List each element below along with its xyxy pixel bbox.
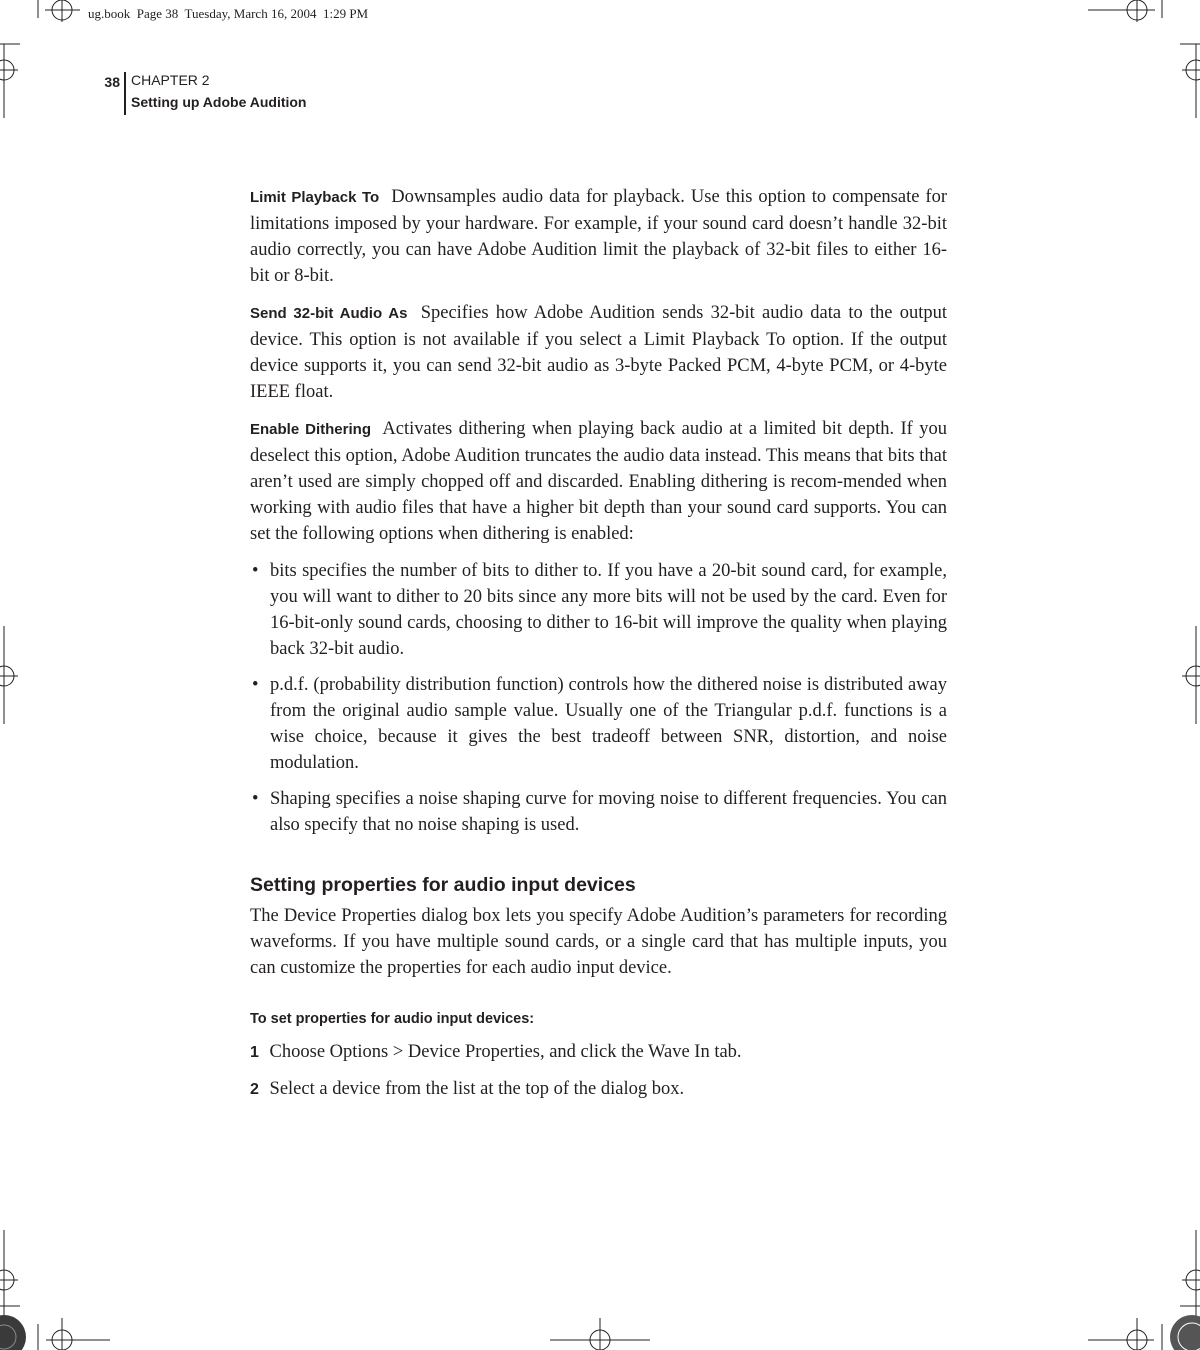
page-content: [250, 184, 947, 1113]
bullet-icon: •: [252, 675, 259, 695]
registration-mark-icon: [0, 626, 18, 724]
step-text: Choose Options > Device Properties, and click the Wave In tab.: [269, 1042, 742, 1062]
list-item: [250, 786, 947, 838]
definition-paragraph: [250, 416, 947, 547]
list-item: [250, 672, 947, 776]
page-number: 38: [104, 74, 120, 90]
step-number: 2: [250, 1081, 259, 1098]
procedure-step: [250, 1039, 947, 1066]
step-number: 1: [250, 1044, 259, 1061]
registration-mark-icon: [1088, 0, 1162, 22]
definition-text: Downsamples audio data for playback. Use this option to compensate for limitations imposed by your hardware. For example, if your sound card doesn’t handle 32-bit audio correctly, you can have Adobe Audition limit the playback of 32-bit files to either 16-bit or 8-bit.: [250, 187, 947, 286]
chapter-title: Setting up Adobe Audition: [131, 94, 307, 110]
step-text: Select a device from the list at the top of the dialog box.: [269, 1079, 685, 1099]
registration-mark-icon: [38, 1318, 110, 1350]
definition-paragraph: [250, 300, 947, 405]
definition-text: Activates dithering when playing back audio at a limited bit depth. If you deselect this option, Adobe Audition truncates the audio data instead. This means that bits that aren’t used are simply chopped off and discarded. Enabling dithering is recom-mended when working with audio files that have a higher bit depth than your sound card supports. You can set the following options when dithering is enabled:: [250, 419, 947, 544]
section-body: The Device Properties dialog box lets you specify Adobe Audition’s parameters for recording waveforms. If you have multiple sound cards, or a single card that has multiple inputs, you can customize the properties for each audio input device.: [250, 906, 947, 978]
definition-term: Enable Dithering: [250, 421, 371, 438]
list-item-text: Shaping specifies a noise shaping curve for moving noise to different frequencies. You can also specify that no noise shaping is used.: [270, 789, 947, 835]
definition-paragraph: [250, 184, 947, 289]
bullet-icon: •: [252, 561, 259, 581]
definition-term: Send 32-bit Audio As: [250, 305, 408, 322]
printer-slug: ug.book Page 38 Tuesday, March 16, 2004 1:29 PM: [88, 6, 369, 21]
procedure-step: [250, 1076, 947, 1103]
registration-mark-icon: [550, 1318, 650, 1350]
header-rule: [124, 72, 126, 115]
registration-mark-icon: [38, 0, 80, 22]
dithering-options-list: [250, 558, 947, 838]
section-heading: Setting properties for audio input devices: [250, 874, 636, 896]
registration-mark-icon: [1182, 626, 1200, 724]
list-item: [250, 558, 947, 662]
chapter-label: CHAPTER 2: [131, 72, 210, 88]
bullet-icon: •: [252, 789, 259, 809]
definition-term: Limit Playback To: [250, 189, 380, 206]
starburst-target-icon: [1170, 1315, 1200, 1350]
registration-mark-icon: [0, 1230, 20, 1330]
registration-mark-icon: [1180, 44, 1200, 118]
procedure-heading: To set properties for audio input devices:: [250, 1011, 535, 1027]
registration-mark-icon: [1088, 1318, 1162, 1350]
registration-mark-icon: [0, 44, 20, 118]
registration-mark-icon: [1180, 1230, 1200, 1330]
list-item-text: p.d.f. (probability distribution function) controls how the dithered noise is distributed away from the original audio sample value. Usually one of the Triangular p.d.f. functions is a wise choice, because it gives the best tradeoff between SNR, distortion, and noise modulation.: [270, 675, 947, 773]
definition-text: Specifies how Adobe Audition sends 32-bit audio data to the output device. This option is not available if you select a Limit Playback To option. If the output device supports it, you can send 32-bit audio as 3-byte Packed PCM, 4-byte PCM, or 4-byte IEEE float.: [250, 303, 948, 402]
list-item-text: bits specifies the number of bits to dither to. If you have a 20-bit sound card, for example, you will want to dither to 20 bits since any more bits will not be used by the card. Even for 16-bit-only sound cards, choosing to dither to 16-bit will improve the quality when playing back 32-bit audio.: [270, 561, 947, 659]
